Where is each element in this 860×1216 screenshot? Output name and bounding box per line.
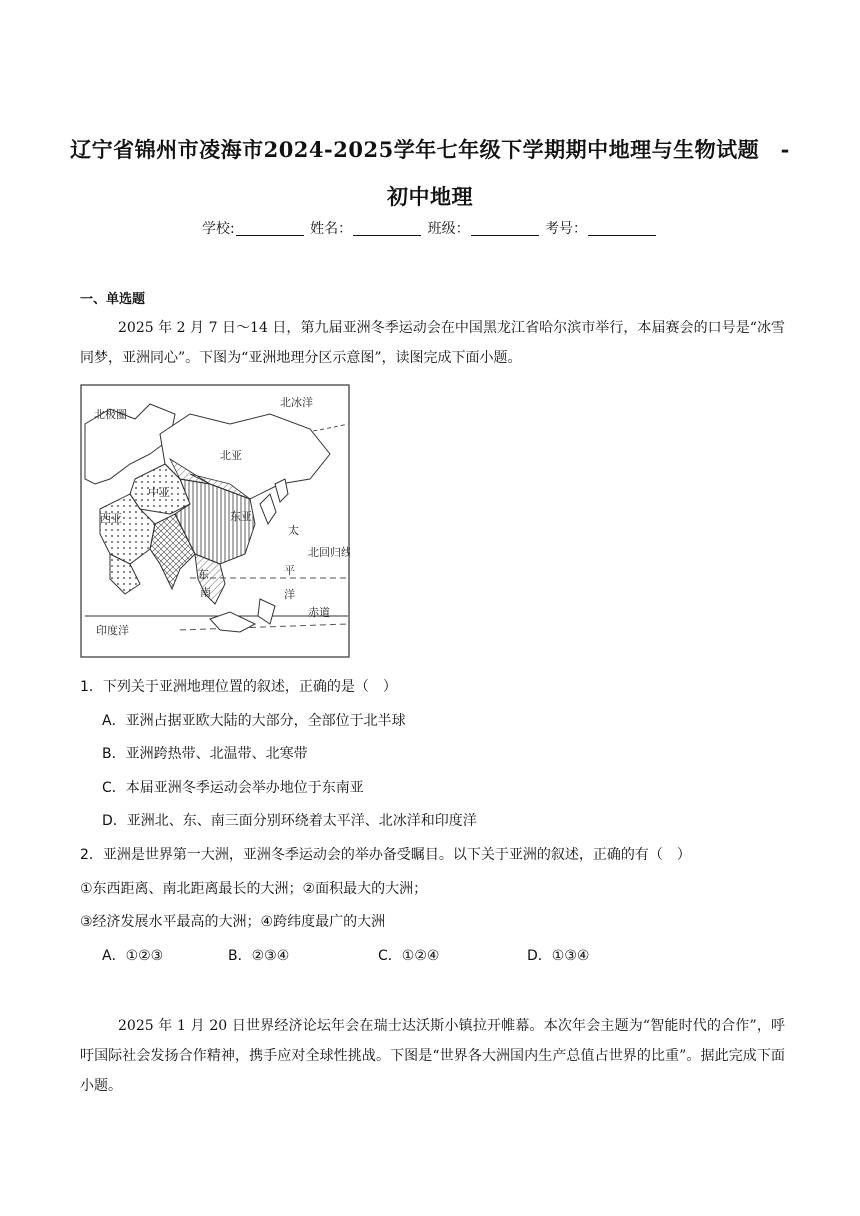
section-heading: 一、单选题 — [80, 292, 146, 307]
school-blank[interactable] — [236, 221, 304, 236]
q1-option-c[interactable]: C．本届亚洲冬季运动会举办地位于东南亚 — [102, 780, 364, 796]
student-info-line — [0, 218, 860, 238]
map-label-arctic-ocean: 北冰洋 — [280, 396, 313, 409]
passage-1: 2025 年 2 月 7 日～14 日，第九届亚洲冬季运动会在中国黑龙江省哈尔滨市举行，本届赛会的口号是“冰雪同梦，亚洲同心”。下图为“亚洲地理分区示意图”，读图完成下面小题。 — [80, 320, 785, 366]
question-2-line-2: ①东西距离、南北距离最长的大洲；②面积最大的大洲； — [80, 881, 428, 897]
map-label-east-asia: 东亚 — [230, 510, 252, 523]
map-label-southeast-1: 东 — [198, 568, 209, 581]
class-label: 班级： — [427, 221, 470, 237]
question-2-stem: 2．亚洲是世界第一大洲，亚洲冬季运动会的举办备受瞩目。以下关于亚洲的叙述，正确的有（ ） — [80, 847, 691, 863]
map-label-pacific-3: 洋 — [284, 588, 295, 601]
map-label-arctic-circle: 北极圈 — [94, 408, 127, 421]
q2-option-d[interactable]: D．①③④ — [527, 948, 590, 964]
map-label-tropic: 北回归线 — [308, 546, 350, 559]
q1-option-a[interactable]: A．亚洲占据亚欧大陆的大部分，全部位于北半球 — [102, 713, 406, 729]
page-title-line2: 初中地理 — [387, 184, 473, 209]
q1-option-b[interactable]: B．亚洲跨热带、北温带、北寒带 — [102, 746, 308, 762]
asia-map-svg — [80, 384, 350, 659]
q2-option-a[interactable]: A．①②③ — [102, 948, 164, 964]
map-label-pacific-2: 平 — [284, 564, 295, 577]
map-label-pacific-1: 太 — [288, 524, 299, 537]
name-label: 姓名： — [310, 221, 353, 237]
q1-option-d[interactable]: D．亚洲北、东、南三面分别环绕着太平洋、北冰洋和印度洋 — [102, 813, 477, 829]
question-1-stem: 1．下列关于亚洲地理位置的叙述，正确的是（ ） — [80, 679, 397, 695]
question-2-line-3: ③经济发展水平最高的大洲；④跨纬度最广的大洲 — [80, 914, 386, 930]
q2-option-c[interactable]: C．①②④ — [378, 948, 440, 964]
page-title-line1: 辽宁省锦州市凌海市2024-2025学年七年级下学期期中地理与生物试题 - — [70, 137, 790, 162]
passage-2: 2025 年 1 月 20 日世界经济论坛年会在瑞士达沃斯小镇拉开帷幕。本次年会主题为“智能时代的合作”，呼吁国际社会发扬合作精神，携手应对全球性挑战。下图是“世界各大洲国内生产总值占世界的比重”。据此完成下面小题。 — [80, 1018, 785, 1094]
map-label-north-asia: 北亚 — [220, 449, 242, 462]
class-blank[interactable] — [471, 221, 539, 236]
map-label-southeast-2: 南 — [200, 586, 211, 599]
exam-number-blank[interactable] — [588, 221, 656, 236]
school-label: 学校: — [201, 221, 235, 237]
asia-region-map — [80, 384, 350, 659]
map-label-equator: 赤道 — [308, 606, 330, 619]
map-label-central-asia: 中亚 — [148, 486, 170, 499]
map-label-west-asia: 西亚 — [100, 512, 122, 525]
q2-option-b[interactable]: B．②③④ — [228, 948, 290, 964]
name-blank[interactable] — [353, 221, 421, 236]
exam-number-label: 考号： — [545, 221, 588, 237]
map-label-indian-ocean: 印度洋 — [96, 624, 129, 637]
